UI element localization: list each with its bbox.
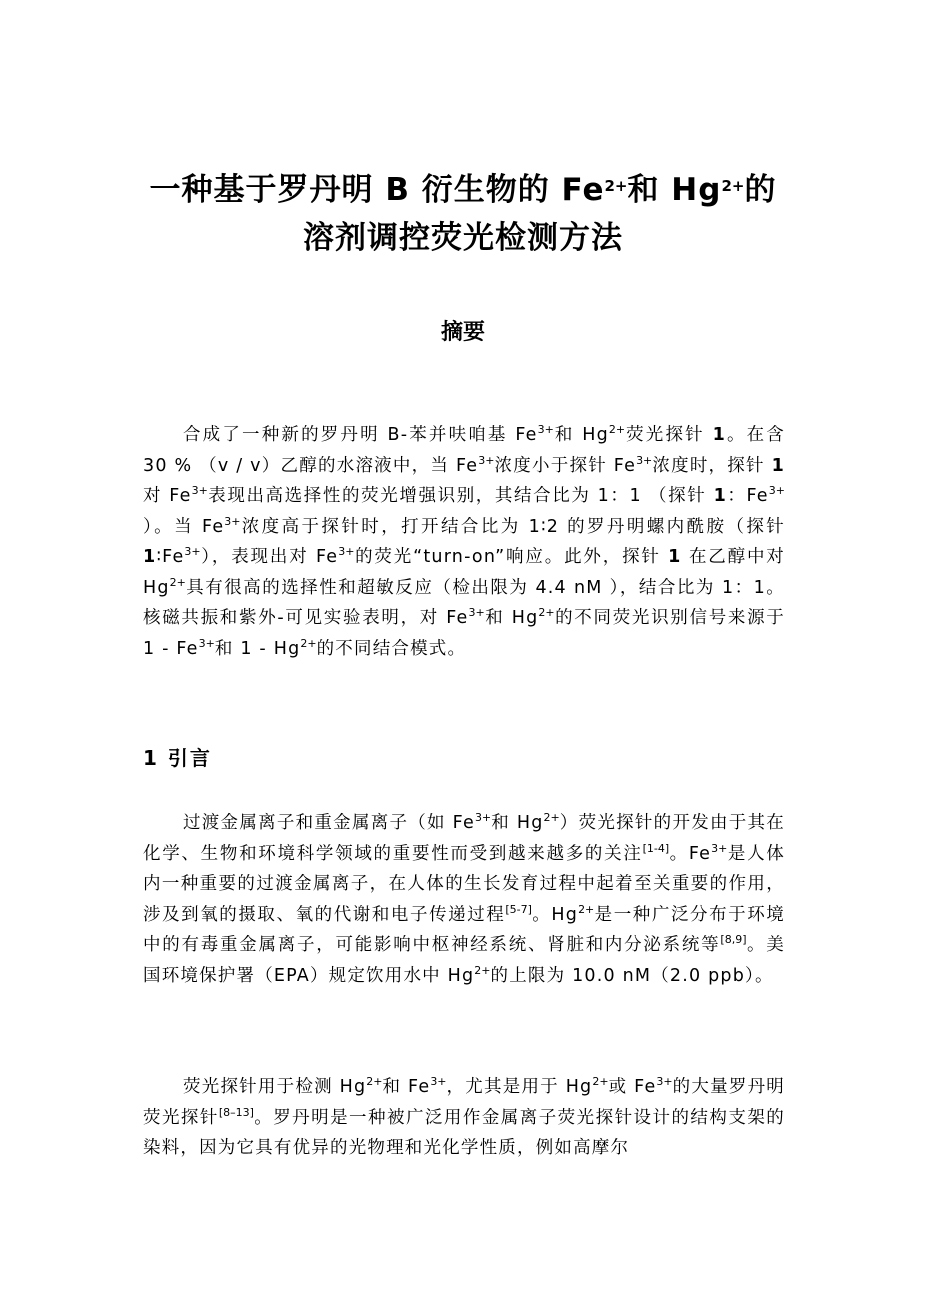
section-1-heading: 1 引言	[143, 746, 212, 770]
paper-title	[100, 166, 826, 262]
abstract-paragraph: 合成了一种新的罗丹明 B-苯并呋咱基 $Fe^{3+}$和 $Hg^{2+}$荧光探针 1。在含 30 % （v / v）乙醇的水溶液中，当 $Fe^{3+}$浓度小于探针 $Fe^{3+}$浓度时，探针 1 对 $Fe^{3+}$表现出高选择性的荧光增强识别，其结合比为 1：1 （探针 1：$Fe^{3+}$ ）。当 $Fe^{3+}$浓度高于探针时，打开结合比为 1∶2 的罗丹明螺内酰胺（探针 $1∶Fe^{3+}$），表现出对 $Fe^{3+}$的荧光“turn-on”响应。此外，探针 1 在乙醇中对 $Hg^{2+}$具有很高的选择性和超敏反应（检出限为 4.4 nM ），结合比为 1：1。核磁共振和紫外-可见实验表明，对 $Fe^{3+}$和 $Hg^{2+}$的不同荧光识别信号来源于 $1 - Fe^{3+}$和 $1 - Hg^{2+}$的不同结合模式。	[143, 423, 786, 659]
title-line-2: 溶剂调控荧光检测方法	[303, 220, 623, 256]
intro-paragraph-2: 荧光探针用于检测 $Hg^{2+}$和 $Fe^{3+}$，尤其是用于 $Hg^{2+}$或 $Fe^{3+}$的大量罗丹明荧光探针[8–13]。罗丹明是一种被广泛用作金属离子荧光探针设计的结构支架的染料，因为它具有优异的光物理和光化学性质，例如高摩尔	[143, 1075, 785, 1158]
intro-paragraph-1: 过渡金属离子和重金属离子（如 $Fe^{3+}$和 $Hg^{2+}$）荧光探针的开发由于其在化学、生物和环境科学领域的重要性而受到越来越多的关注[1-4]。$Fe^{3+}$是人体内一种重要的过渡金属离子，在人体的生长发育过程中起着至关重要的作用，涉及到氧的摄取、氧的代谢和电子传递过程[5-7]。$Hg^{2+}$是一种广泛分布于环境中的有毒重金属离子，可能影响中枢神经系统、肾脏和内分泌系统等[8,9]。美国环境保护署（EPA）规定饮用水中 $Hg^{2+}$的上限为 10.0 nM（2.0 ppb）。	[143, 811, 786, 986]
abstract-heading: 摘要	[440, 320, 485, 345]
title-line-1: 一种基于罗丹明 B 衍生物的 $Fe^{2+}$和 $Hg^{2+}$的	[149, 172, 777, 208]
